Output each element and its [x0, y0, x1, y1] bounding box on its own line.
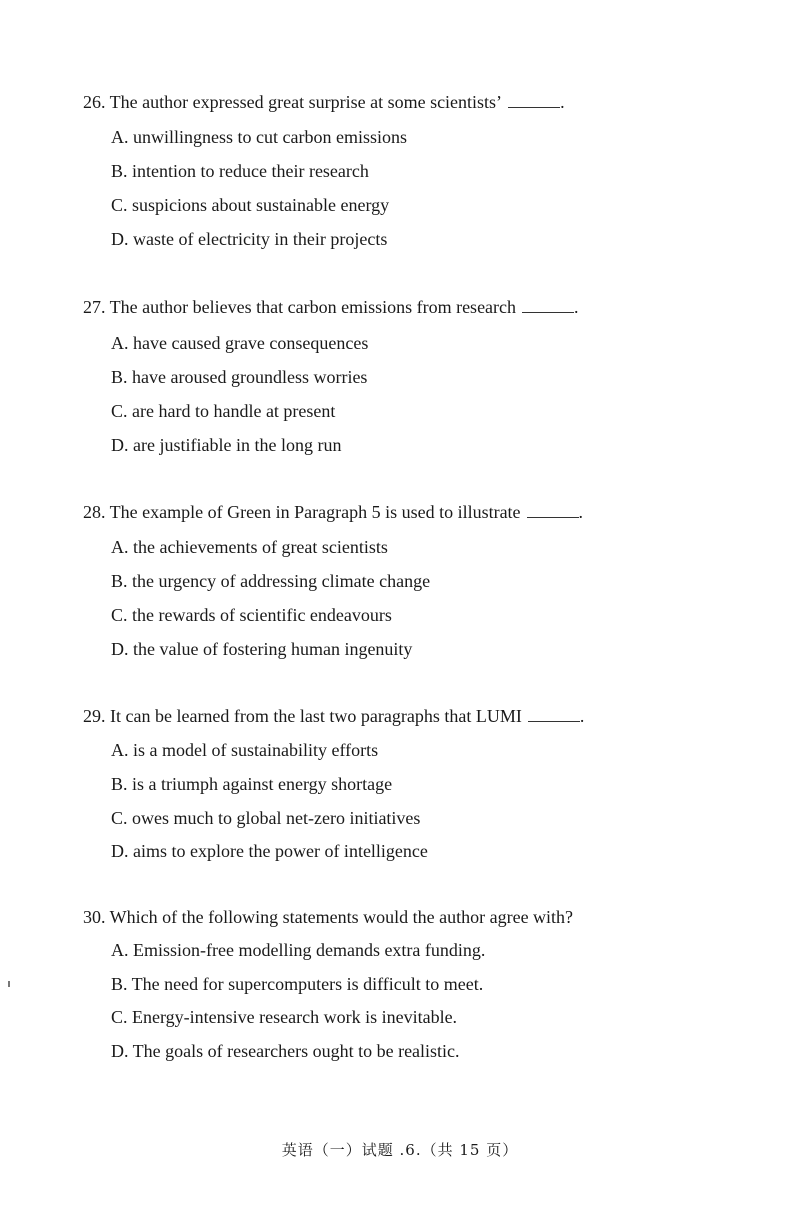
question-28-option-d: D. the value of fostering human ingenuity — [111, 639, 413, 659]
question-27-option-b: B. have aroused groundless worries — [111, 367, 368, 387]
question-29-option-c: C. owes much to global net-zero initiatives — [111, 808, 421, 828]
question-29-stem-text: 29. It can be learned from the last two paragraphs that LUMI — [83, 706, 522, 726]
answer-blank — [528, 707, 580, 722]
question-26-option-d: D. waste of electricity in their projects — [111, 229, 388, 249]
question-26-option-c: C. suspicions about sustainable energy — [111, 195, 390, 215]
question-30-option-c: C. Energy-intensive research work is inevitable. — [111, 1007, 458, 1027]
question-27-stem-text: 27. The author believes that carbon emissions from research — [83, 297, 517, 317]
question-26-stem-text: 26. The author expressed great surprise at some scientists’ — [83, 92, 503, 112]
answer-blank — [522, 298, 574, 313]
question-28-stem-end: . — [578, 502, 584, 522]
question-30-stem — [83, 907, 573, 927]
question-28-option-b: B. the urgency of addressing climate change — [111, 571, 431, 591]
question-29-stem-end: . — [579, 706, 585, 726]
question-29-stem — [83, 706, 584, 726]
question-27-stem-end: . — [574, 297, 579, 317]
answer-blank — [527, 503, 579, 518]
page-footer: 英语（一）试题 .6.（共 15 页） — [281, 1141, 519, 1159]
answer-blank — [508, 93, 560, 108]
question-30-option-b: B. The need for supercomputers is difficult to meet. — [111, 974, 484, 994]
question-29-option-a: A. is a model of sustainability efforts — [111, 740, 379, 760]
question-29-option-d: D. aims to explore the power of intelligence — [111, 841, 428, 861]
question-28-stem — [83, 502, 583, 522]
question-27-option-c: C. are hard to handle at present — [111, 401, 336, 421]
question-28-stem-text: 28. The example of Green in Paragraph 5 is used to illustrate — [83, 502, 521, 522]
question-26-option-b: B. intention to reduce their research — [111, 161, 369, 181]
question-30-stem-text: 30. Which of the following statements would the author agree with? — [83, 907, 574, 927]
question-27-option-a: A. have caused grave consequences — [111, 333, 369, 353]
question-30-option-d: D. The goals of researchers ought to be realistic. — [111, 1041, 460, 1061]
question-26-stem-end: . — [560, 92, 565, 112]
question-29-option-b: B. is a triumph against energy shortage — [111, 774, 393, 794]
question-27-option-d: D. are justifiable in the long run — [111, 435, 342, 455]
scan-speck — [8, 981, 10, 987]
question-26-stem — [83, 92, 565, 112]
question-27-stem — [83, 297, 579, 317]
question-26-option-a: A. unwillingness to cut carbon emissions — [111, 127, 407, 147]
question-28-option-c: C. the rewards of scientific endeavours — [111, 605, 392, 625]
question-28-option-a: A. the achievements of great scientists — [111, 537, 388, 557]
question-30-option-a: A. Emission-free modelling demands extra funding. — [111, 940, 486, 960]
